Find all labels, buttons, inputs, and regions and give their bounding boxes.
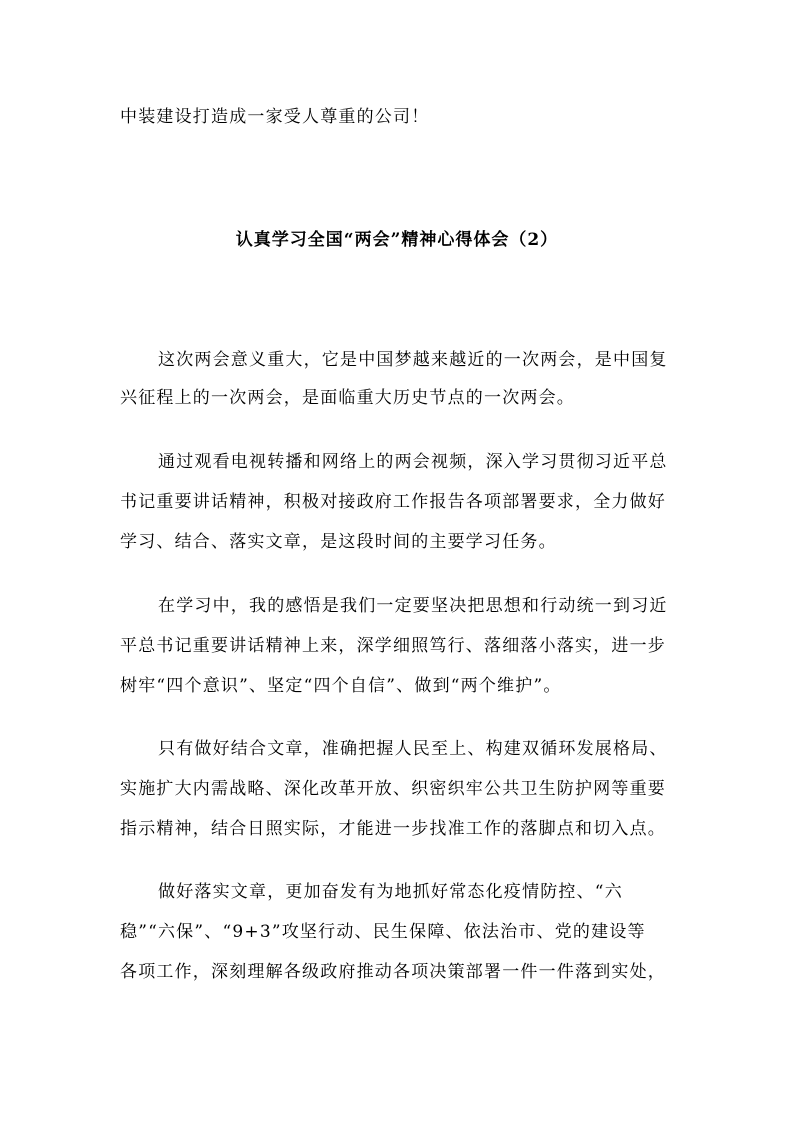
page-title: 认真学习全国“两会”精神心得体会（2） bbox=[235, 230, 559, 250]
paragraph-line: 稳”“六保”、“9+3”攻坚行动、民生保障、依法治市、党的建设等 bbox=[120, 922, 646, 942]
paragraph-line: 只有做好结合文章，准确把握人民至上、构建双循环发展格局、 bbox=[158, 739, 668, 759]
opening-line: 中装建设打造成一家受人尊重的公司！ bbox=[120, 107, 430, 127]
paragraph-line: 树牢“四个意识”、坚定“四个自信”、做到“两个维护”。 bbox=[120, 676, 562, 696]
paragraph-line: 实施扩大内需战略、深化改革开放、织密织牢公共卫生防护网等重要 bbox=[120, 779, 666, 799]
paragraph-line: 做好落实文章，更加奋发有为地抓好常态化疫情防控、“六 bbox=[158, 882, 623, 902]
paragraph-line: 平总书记重要讲话精神上来，深学细照笃行、落细落小落实，进一步 bbox=[120, 636, 666, 656]
paragraph-line: 学习、结合、落实文章，是这段时间的主要学习任务。 bbox=[120, 532, 557, 552]
paragraph-line: 指示精神，结合日照实际，才能进一步找准工作的落脚点和切入点。 bbox=[120, 819, 666, 839]
paragraph-line: 兴征程上的一次两会，是面临重大历史节点的一次两会。 bbox=[120, 388, 575, 408]
paragraph-line: 这次两会意义重大，它是中国梦越来越近的一次两会，是中国复 bbox=[158, 350, 668, 370]
paragraph-line: 在学习中，我的感悟是我们一定要坚决把思想和行动统一到习近 bbox=[158, 596, 668, 616]
paragraph-line: 各项工作，深刻理解各级政府推动各项决策部署一件一件落到实处， bbox=[120, 962, 666, 982]
paragraph-line: 书记重要讲话精神，积极对接政府工作报告各项部署要求，全力做好 bbox=[120, 492, 666, 512]
paragraph-line: 通过观看电视转播和网络上的两会视频，深入学习贯彻习近平总 bbox=[158, 452, 668, 472]
